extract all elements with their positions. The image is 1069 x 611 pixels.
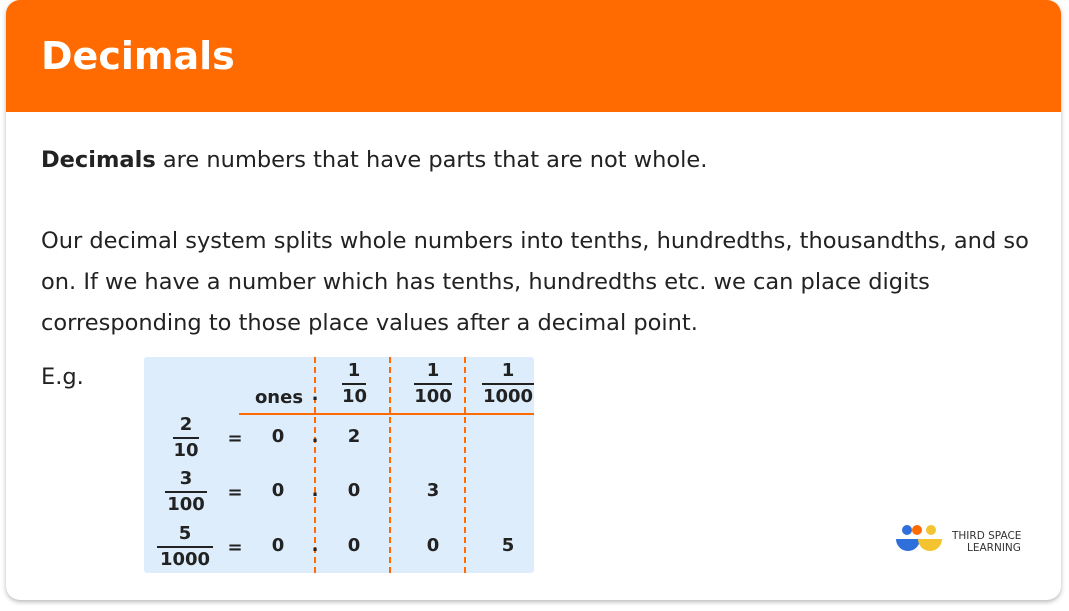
place-value-table — [144, 357, 534, 573]
row-fraction — [157, 523, 213, 571]
definition-text: are numbers that have parts that are not whole. — [155, 147, 708, 173]
fraction-bar — [173, 437, 199, 439]
column-divider — [389, 357, 391, 573]
header-underline — [239, 413, 534, 415]
tenths-digit: 0 — [347, 535, 361, 556]
hundredths-digit: 3 — [426, 480, 440, 501]
fraction-bar — [157, 546, 213, 548]
equals-sign: = — [227, 428, 243, 449]
fraction-numerator: 2 — [179, 414, 193, 435]
fraction-numerator: 1 — [501, 360, 515, 381]
row-fraction — [173, 414, 199, 462]
fraction-bar — [165, 491, 207, 493]
fraction-denominator: 10 — [173, 440, 199, 461]
lesson-card — [6, 0, 1061, 600]
fraction-numerator: 1 — [426, 360, 440, 381]
explanation-paragraph: Our decimal system splits whole numbers into tenths, hundredths, thousandths, and so on. If we have a number which has tenths, hundredths etc. we can place digits corresponding to those place values after a decimal point. — [41, 228, 1029, 336]
header-thousandths-fraction — [482, 360, 534, 408]
ones-digit: 0 — [271, 426, 285, 447]
fraction-denominator: 1000 — [482, 386, 534, 407]
fraction-denominator: 100 — [167, 494, 205, 515]
logo-mark-icon — [894, 521, 948, 561]
header-bar — [6, 0, 1061, 112]
row-fraction — [165, 468, 207, 516]
fraction-numerator: 1 — [347, 360, 361, 381]
definition-term: Decimals — [41, 147, 156, 173]
example-label: E.g. — [41, 364, 84, 390]
header-ones: ones — [254, 387, 304, 408]
fraction-denominator: 10 — [342, 386, 368, 407]
fraction-denominator: 1000 — [159, 549, 211, 570]
equals-sign: = — [227, 537, 243, 558]
tenths-digit: 2 — [347, 426, 361, 447]
page-title: Decimals — [41, 34, 235, 78]
fraction-numerator: 3 — [179, 468, 193, 489]
hundredths-digit: 0 — [426, 535, 440, 556]
thousandths-digit: 5 — [501, 535, 515, 556]
third-space-learning-logo — [894, 521, 1034, 561]
logo-text-line1: THIRD SPACE — [952, 530, 1022, 542]
fraction-bar — [342, 383, 366, 385]
tenths-digit: 0 — [347, 480, 361, 501]
fraction-bar — [414, 383, 452, 385]
decimal-point: . — [311, 535, 319, 556]
header-hundredths-fraction — [414, 360, 452, 408]
fraction-numerator: 5 — [178, 523, 192, 544]
header-decimal-point: . — [311, 384, 319, 405]
logo-text-line2: LEARNING — [967, 542, 1021, 554]
decimal-point: . — [311, 480, 319, 501]
fraction-bar — [482, 383, 534, 385]
ones-digit: 0 — [271, 535, 285, 556]
ones-digit: 0 — [271, 480, 285, 501]
fraction-denominator: 100 — [414, 386, 452, 407]
header-tenths-fraction — [342, 360, 366, 408]
equals-sign: = — [227, 482, 243, 503]
definition-paragraph — [41, 140, 707, 181]
decimal-point: . — [311, 426, 319, 447]
column-divider — [464, 357, 466, 573]
